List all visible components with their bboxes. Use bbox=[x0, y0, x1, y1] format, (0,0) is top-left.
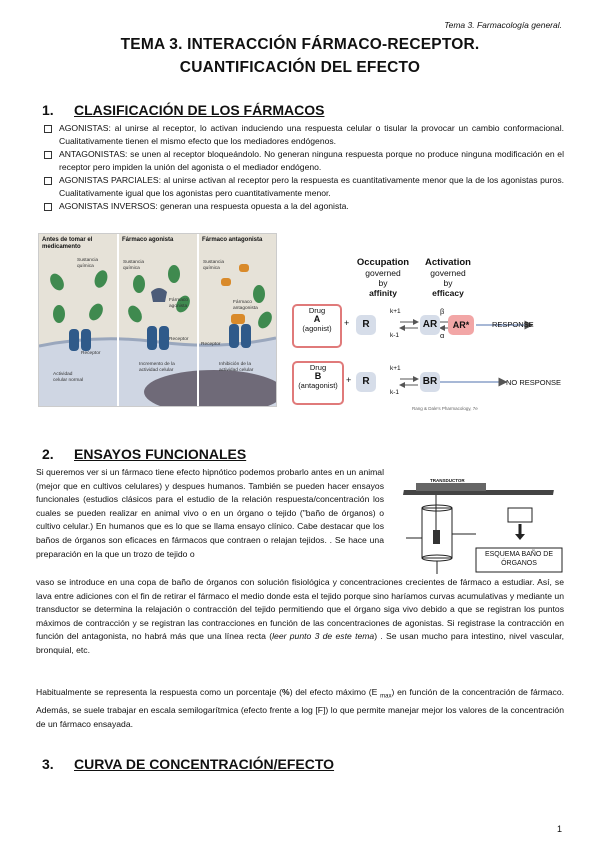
drug-a-line3: (agonist) bbox=[302, 324, 332, 333]
paragraph-text: ) . Se usan mucho para intestino, nivel vascular, bronquial, etc. bbox=[36, 631, 565, 655]
drug-b-line1: Drug bbox=[309, 363, 327, 372]
panel3-title: Fármaco antagonista bbox=[202, 237, 263, 243]
organ-bath-caption: ESQUEMA BAÑO DE ÓRGANOS bbox=[484, 551, 554, 567]
activation-heading: Activation bbox=[425, 257, 471, 268]
list-item bbox=[44, 148, 564, 174]
paragraph-text: ) del efecto máximo (E bbox=[289, 687, 381, 697]
panel1-title: Antes de tomar el medicamento bbox=[42, 237, 93, 250]
affinity-label: affinity bbox=[369, 288, 397, 298]
activation-governed: governed bbox=[430, 268, 466, 278]
list-item-text: ANTAGONISTAS: se unen al receptor bloqueándolo. No generan ninguna respuesta porque no produce ninguna modificación en el receptor pero impiden la unión del agonista o el mediador endógeno. bbox=[59, 149, 564, 172]
occupation-heading: Occupation bbox=[356, 257, 410, 268]
plus-sign: + bbox=[344, 318, 350, 328]
section-number: 3. bbox=[42, 756, 54, 772]
plus-sign: + bbox=[346, 375, 352, 385]
occupation-by: by bbox=[378, 278, 388, 288]
label-inhibicion: Inhibición de la actividad celular bbox=[219, 362, 254, 373]
label-sustancia: Sustancia química bbox=[123, 260, 145, 271]
section-title: CLASIFICACIÓN DE LOS FÁRMACOS bbox=[74, 102, 325, 118]
transductor-label: TRANSDUCTOR bbox=[430, 478, 465, 483]
rate-k-plus1: k+1 bbox=[390, 308, 401, 315]
drug-b-line3: (antagonist) bbox=[298, 381, 338, 390]
rate-k-minus1: k-1 bbox=[390, 389, 400, 396]
receptor-r-box: R bbox=[356, 315, 376, 335]
label-receptor: Receptor bbox=[81, 351, 101, 356]
list-item-text: AGONISTAS: al unirse al receptor, lo activan induciendo una respuesta celular o tisular la provocar un cambio conformacional. Cualitativamente tienen el mismo efecto que los mediadores endógenos. bbox=[59, 123, 564, 146]
rate-k-plus1: k+1 bbox=[390, 365, 401, 372]
ar-active-box: AR* bbox=[448, 315, 474, 335]
occupation-governed: governed bbox=[365, 268, 401, 278]
no-response-label: NO RESPONSE bbox=[506, 378, 562, 387]
label-farmaco-agonista: Fármaco agonista bbox=[169, 298, 188, 309]
paragraph-functional-assays: Si queremos ver si un fármaco tiene efecto hipnótico podemos probarlo antes en un animal (mejor que en cultivos celulares) y despues humanos. También se pueden hacer ensayos funcionales (estudios clásicos para el estudio de la relación respuesta/concentración los cuales se pueden realizar en animal vivo o en un órgano o tejido ("baño de órganos) o cultivo celular.) En humanos que es lo que se llama ensayo clínico. Cabe destacar que los baños de órganos son eficaces en fármacos que contraen o relajan tejidos. . Se hace una preparación en la que un trozo de tejido o bbox=[36, 467, 384, 559]
label-receptor: Receptor bbox=[201, 342, 221, 347]
paragraph-italic-ref: leer punto 3 de este tema bbox=[272, 631, 375, 642]
section-number: 2. bbox=[42, 446, 54, 462]
drug-a-box bbox=[292, 304, 342, 348]
list-item bbox=[44, 122, 564, 148]
section-title: ENSAYOS FUNCIONALES bbox=[74, 446, 247, 462]
section-number: 1. bbox=[42, 102, 54, 118]
paragraph-emax bbox=[36, 686, 564, 732]
br-complex-box: BR bbox=[420, 372, 440, 392]
label-farmaco-antagonista: Fármaco antagonista bbox=[233, 300, 258, 311]
paragraph-text: Habitualmente se representa la respuesta como un porcentaje ( bbox=[36, 687, 283, 697]
page-title-line1: TEMA 3. INTERACCIÓN FÁRMACO-RECEPTOR. bbox=[120, 36, 480, 53]
rate-k-minus1: k-1 bbox=[390, 332, 400, 339]
checkbox-bullet-icon bbox=[44, 177, 52, 185]
emax-subscript: max bbox=[380, 693, 392, 700]
label-sustancia: Sustancia química bbox=[77, 258, 99, 269]
occupation-activation-scheme bbox=[292, 258, 562, 418]
activation-by: by bbox=[443, 278, 453, 288]
label-incremento: Incremento de la actividad celular bbox=[139, 362, 175, 373]
checkbox-bullet-icon bbox=[44, 151, 52, 159]
panel2-title: Fármaco agonista bbox=[122, 237, 174, 243]
section-2-heading bbox=[42, 446, 246, 462]
figure-credit: Rang & Dale's Pharmacology, 7e bbox=[412, 406, 478, 411]
ar-complex-box: AR bbox=[420, 315, 440, 335]
drug-classification-list bbox=[44, 122, 564, 213]
percent-symbol: % bbox=[282, 687, 290, 697]
drug-a-line2: A bbox=[313, 314, 321, 324]
page-number: 1 bbox=[556, 824, 562, 834]
list-item-text: AGONISTAS PARCIALES: al unirse activan al receptor pero la respuesta es cuantitativamente menor que la de los agonistas puros. Cualitativamente igual que los agonistas pero cuantitativamente menor. bbox=[59, 175, 564, 198]
drug-b-line2: B bbox=[314, 371, 322, 381]
paragraph-organ-bath bbox=[36, 576, 564, 658]
checkbox-bullet-icon bbox=[44, 203, 52, 211]
section-3-heading bbox=[42, 756, 334, 772]
list-item bbox=[44, 174, 564, 200]
page-title-line2: CUANTIFICACIÓN DEL EFECTO bbox=[179, 59, 421, 76]
receptor-r-box: R bbox=[356, 372, 376, 392]
drug-b-box bbox=[292, 361, 344, 405]
drug-a-line1: Drug bbox=[308, 306, 326, 315]
rate-beta: β bbox=[440, 307, 445, 316]
checkbox-bullet-icon bbox=[44, 125, 52, 133]
rate-alpha: α bbox=[440, 331, 445, 340]
paragraph-text: ) en función de la concentración de fármaco. Además, se suele trabajar en escala semilogarítmica (efecto frente a log [F]) lo que permite manejar mejor los valores de la concentración de un fármaco ensayada. bbox=[36, 687, 564, 729]
list-item-text: AGONISTAS INVERSOS: generan una respuesta opuesta a la del agonista. bbox=[59, 201, 349, 211]
section-1-heading bbox=[42, 102, 324, 118]
label-sustancia: Sustancia química bbox=[203, 260, 225, 271]
response-label: RESPONSE bbox=[492, 320, 534, 329]
running-header: Tema 3. Farmacología general. bbox=[444, 20, 562, 30]
paragraph-text: vaso se introduce en una copa de baño de órganos con solución fisiológica y concentraciones crecientes de fármaco a estudiar. Así, se lava entre adiciones con el fin de retirar el fármaco el medio donde esta el tejido porque sino haríamos curvas acumulativas y mediante un transductor se determina la relajación o contracción del tejido permitiendo que el órgano siga vivo debido a que se registran los puntos máximos de contracción y se registran las contracciones en función de las concentraciones de agonistas. Si registrase la contracción en función del antagonista, no habrá más que una línea recta ( bbox=[36, 577, 564, 642]
organ-bath-diagram bbox=[396, 478, 564, 578]
label-receptor: Receptor bbox=[169, 337, 189, 342]
receptor-illustration-figure bbox=[38, 233, 277, 407]
efficacy-label: efficacy bbox=[432, 288, 464, 298]
label-actividad: Actividad celular normal bbox=[53, 372, 84, 383]
section-title: CURVA DE CONCENTRACIÓN/EFECTO bbox=[74, 756, 335, 772]
list-item bbox=[44, 200, 564, 213]
